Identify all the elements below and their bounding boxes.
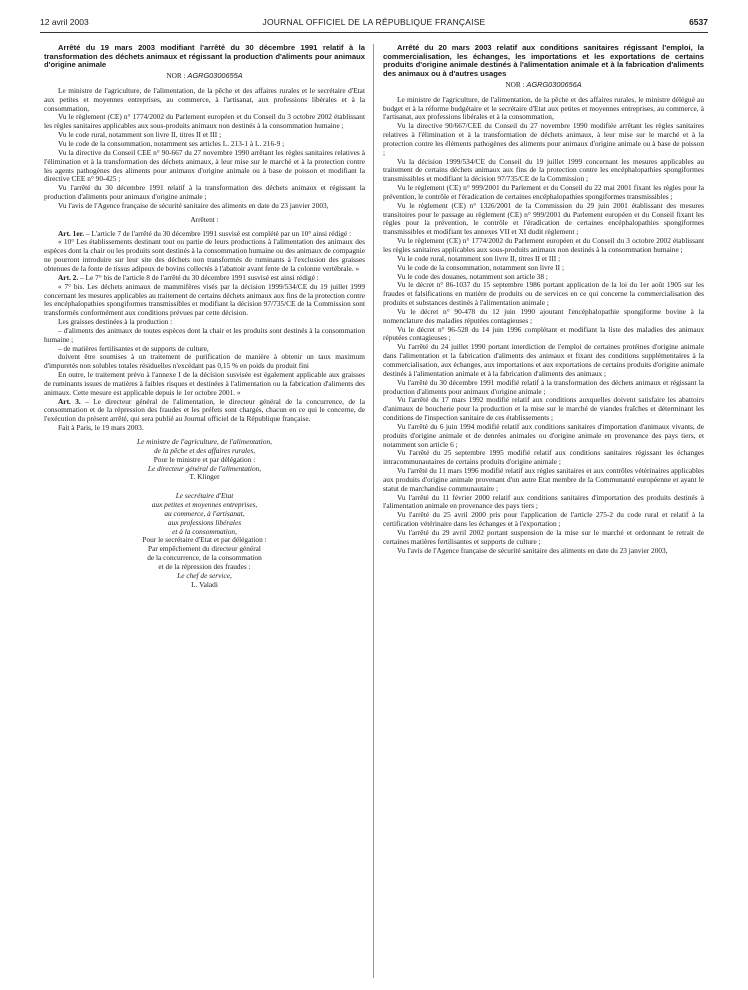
article-2-item-4: En outre, le traitement prévu à l'annexe I de la décision susvisée est également applicable aux graisses de ruminants issues de matières à faibles risques et destinées à l'alimentation ou la fabrication d'aliments des animaux. Cette mesure est applicable depuis le 1er octobre 2001. » xyxy=(44,370,365,397)
sig2-line-7: de la concurrence, de la consommation xyxy=(147,553,262,563)
right-column xyxy=(383,38,704,556)
sig1-signatory: T. Klinger xyxy=(189,472,220,482)
left-visa-1: Vu le règlement (CE) n° 1774/2002 du Parlement européen et du Conseil du 3 octobre 2002 établissant les règles sanitaires applicables aux sous-produits animaux non destinés à la consommation humaine ; xyxy=(44,112,365,131)
article-2-item-2: – de matières fertilisantes et de supports de culture, xyxy=(58,343,209,353)
right-para-7: Vu le code de la consommation, notamment son livre II ; xyxy=(397,262,564,272)
sig2-line-4: et à la consommation, xyxy=(172,526,237,536)
right-para-16: Vu l'arrêté du 25 septembre 1995 modifié relatif aux conditions sanitaires régissant les échanges intracommunautaires de certains produits d'origine animale ; xyxy=(383,448,704,467)
page-header xyxy=(40,14,708,28)
right-para-20: Vu l'arrêté du 29 avril 2002 portant suspension de la mise sur le marché et ordonnant le retrait de certaines matières fertilisantes et supports de culture ; xyxy=(383,528,704,546)
right-para-3: Vu le règlement (CE) n° 999/2001 du Parlement et du Conseil du 22 mai 2001 fixant les règles pour la prévention, le contrôle et l'éradication de certaines encéphalopathies spongiformes transmissibles ; xyxy=(383,183,704,201)
article-2: Art. 2. – Le 7° bis de l'article 8 de l'arrêté du 30 décembre 1991 susvisé est ainsi rédigé : xyxy=(58,272,319,282)
sig2-line-0: Le secrétaire d'Etat xyxy=(175,491,234,501)
right-para-21: Vu l'avis de l'Agence française de sécurité sanitaire des aliments en date du 23 janvier 2003, xyxy=(397,545,668,555)
left-decree-title: Arrêté du 19 mars 2003 modifiant l'arrêté du 30 décembre 1991 relatif à la transformation des déchets animaux et régissant la production d'aliments pour animaux d'origine animale xyxy=(44,43,365,70)
right-para-9: Vu le décret n° 86-1037 du 15 septembre 1986 portant application de la loi du 1er août 1905 sur les fraudes et falsifications en matière de produits ou de services en ce qui concerne la commercialisation des produits et substances destinés à l'alimentation animale ; xyxy=(383,280,704,308)
article-2-quote: « 7° bis. Les déchets animaux de mammifères visés par la décision 1999/534/CE du 19 juillet 1999 concernant les mesures applicables au traitement de certains déchets animaux aux fins de la protection contre les encéphalopathies spongiformes transmissibles et modifiant la décision 97/735/CE de la Commission sont transformés conformément aux conditions prévues par cette décision. xyxy=(44,281,365,318)
header-rule xyxy=(40,32,708,33)
sig2-line-2: au commerce, à l'artisanat, xyxy=(164,508,245,518)
article-1: Art. 1er. – L'article 7 de l'arrêté du 30 décembre 1991 susvisé est complété par un 10° ainsi rédigé : xyxy=(58,228,352,238)
right-para-19: Vu l'arrêté du 25 avril 2000 pris pour l'application de l'article 275-2 du code rural et relatif à la certification vétérinaire dans les échanges et à l'exportation ; xyxy=(383,510,704,529)
right-para-13: Vu l'arrêté du 30 décembre 1991 modifié relatif à la transformation des déchets animaux et régissant la production d'aliments pour animaux d'origine animale ; xyxy=(383,377,704,396)
right-para-12: Vu l'arrêté du 24 juillet 1990 portant interdiction de l'emploi de certaines protéines d'origine animale dans l'alimentation et la fabrication d'aliments des animaux et fixant des conditions supplémentaires à la commercialisation, aux échanges, aux importations et aux exportations de certains produits d'origine animale destinés à l'alimentation animale et à la fabrication d'aliments des animaux ; xyxy=(383,342,704,378)
left-nor-reference: NOR : AGRG0300655A xyxy=(166,71,243,81)
right-para-2: Vu la décision 1999/534/CE du Conseil du 19 juillet 1999 concernant les mesures applicables au traitement de certains déchets animaux aux fins de la protection contre les encéphalopathies spongiformes transmissibles et modifiant la décision 97/735/CE de la Commission ; xyxy=(383,156,704,184)
right-para-17: Vu l'arrêté du 11 mars 1996 modifié relatif aux règles sanitaires et aux contrôles vétérinaires applicables aux produits d'origine animale provenant d'un autre Etat membre de la Communauté européenne et ayant le statut de marchandise communautaire ; xyxy=(383,466,704,493)
left-column xyxy=(44,38,365,590)
right-para-10: Vu le décret n° 90-478 du 12 juin 1990 ajoutant l'encéphalopathie spongiforme bovine à la nomenclature des maladies réputées contagieuses ; xyxy=(383,306,704,325)
sig1-line-1: de la pêche et des affaires rurales, xyxy=(153,445,256,455)
right-nor-reference: NOR : AGRG0300656A xyxy=(505,79,582,89)
right-para-8: Vu le code des douanes, notamment son article 38 ; xyxy=(397,271,548,281)
signing-date: Fait à Paris, le 19 mars 2003. xyxy=(58,423,144,433)
left-visa-4: Vu la directive du Conseil CEE n° 90-667 du 27 novembre 1990 arrêtant les règles sanitaires relatives à l'élimination et à la transformation des déchets animaux, à leur mise sur le marché et à la protection contre les agents pathogènes des aliments pour animaux d'origine animale ou à base de poisson et modifiant la directive CEE n° 90-425 ; xyxy=(44,147,365,184)
article-1-quote: « 10° Les établissements destinant tout ou partie de leurs productions à l'alimentation des animaux des espèces dont la chair ou les produits sont destinés à la consommation humaine ou des animaux de compagnie ne pourront introduire sur leur site des déchets non transformés de ruminants à l'exclusion des graisses obtenues de la fonte de tissus adipeux de bovins collectés à l'abattoir avant fente de la colonne vertébrale. » xyxy=(44,237,365,273)
right-para-1: Vu la directive 90/667/CEE du Conseil du 27 novembre 1990 modifiée arrêtant les règles sanitaires relatives à l'élimination et à la transformation de déchets animaux, à leur mise sur le marché et à la protection contre les éléments pathogènes des aliments pour animaux d'origine animale ou à base de poisson ; xyxy=(383,121,704,157)
sig2-line-9: Le chef de service, xyxy=(177,570,232,580)
right-para-0: Le ministre de l'agriculture, de l'alimentation, de la pêche et des affaires rurales, le ministre délégué au budget et à la réforme budgétaire et le secrétaire d'Etat aux petites et moyennes entreprises, au commerce, à l'artisanat, aux professions libérales et à la consommation, xyxy=(383,94,704,122)
sig2-line-1: aux petites et moyennes entreprises, xyxy=(151,500,258,510)
article-3: Art. 3. – Le directeur général de l'alimentation, le directeur général de la concurrence, de la consommation et de la répression des fraudes et les préfets sont chargés, chacun en ce qui le concerne, de l'exécution du présent arrêté, qui sera publié au Journal officiel de la République française. xyxy=(44,396,365,424)
right-para-6: Vu le code rural, notamment son livre II, titres II et III ; xyxy=(397,253,561,263)
sig2-line-8: et de la répression des fraudes : xyxy=(158,561,251,571)
right-para-4: Vu le règlement (CE) n° 1326/2001 de la Commission du 29 juin 2001 établissant des mesures transitoires pour le passage au règlement (CE) n° 999/2001 du Parlement européen et du Conseil fixant les règles pour la prévention, le contrôle et l'éradication de certaines encéphalopathies spongiformes transmissibles et modifiant les annexes VII et XI dudit règlement ; xyxy=(383,200,704,237)
arretent-heading: Arrêtent : xyxy=(190,214,219,224)
column-divider xyxy=(373,44,374,978)
sig1-line-2: Pour le ministre et par délégation : xyxy=(153,454,256,464)
right-para-18: Vu l'arrêté du 11 février 2000 relatif aux conditions sanitaires d'importation des produits destinés à l'alimentation animale en provenance des pays tiers ; xyxy=(383,492,704,511)
article-2-item-1: – d'aliments des animaux de toutes espèces dont la chair et les produits sont destinés à la consommation humaine ; xyxy=(44,325,365,344)
left-visa-3: Vu le code de la consommation, notamment ses articles L. 213-1 à L. 216-9 ; xyxy=(58,139,285,149)
sig2-line-3: aux professions libérales xyxy=(167,517,242,527)
header-journal-title: JOURNAL OFFICIEL DE LA RÉPUBLIQUE FRANÇAISE xyxy=(262,17,486,27)
sig2-signatory: L. Valadi xyxy=(191,579,218,589)
sig1-line-0: Le ministre de l'agriculture, de l'alimentation, xyxy=(137,437,272,447)
left-visa-2: Vu le code rural, notamment son livre II, titres II et III ; xyxy=(58,130,222,140)
sig2-line-5: Pour le secrétaire d'Etat et par délégation : xyxy=(142,535,267,545)
article-2-item-3: doivent être soumises à un traitement de purification de manière à obtenir un taux maximum d'impuretés non solubles totales résiduelles n'excédant pas 0,15 % en poids du produit fini xyxy=(44,352,365,371)
header-date: 12 avril 2003 xyxy=(40,17,89,27)
left-visa-5: Vu l'arrêté du 30 décembre 1991 relatif à la transformation des déchets animaux et régissant la production d'aliments pour animaux d'origine animale ; xyxy=(44,183,365,202)
right-para-15: Vu l'arrêté du 6 juin 1994 modifié relatif aux conditions sanitaires d'importation d'animaux vivants, de produits d'origine animale et de denrées animales ou d'origine animale en provenance des pays tiers, et notamment son article 6 ; xyxy=(383,421,704,449)
header-page-number: 6537 xyxy=(689,17,708,27)
right-para-5: Vu le règlement (CE) n° 1774/2002 du Parlement européen et du Conseil du 3 octobre 2002 établissant les règles sanitaires applicables aux sous-produits animaux non destinés à la consommation humaine ; xyxy=(383,236,704,254)
sig2-line-6: Par empêchement du directeur général xyxy=(148,544,261,554)
left-visa-0: Le ministre de l'agriculture, de l'alimentation, de la pêche et des affaires rurales et le secrétaire d'Etat aux petites et moyennes entreprises, au commerce, à l'artisanat, aux professions libérales et à la consommation, xyxy=(44,85,365,113)
left-visa-6: Vu l'avis de l'Agence française de sécurité sanitaire des aliments en date du 23 janvier 2003, xyxy=(58,200,329,210)
article-2-item-0: Les graisses destinées à la production : xyxy=(58,317,173,327)
right-para-14: Vu l'arrêté du 17 mars 1992 modifié relatif aux conditions auxquelles doivent satisfaire les abattoirs d'animaux de boucherie pour la production et la mise sur le marché de viandes fraîches et déterminant les conditions de l'inspection sanitaire de ces établissements ; xyxy=(383,395,704,423)
right-para-11: Vu le décret n° 96-528 du 14 juin 1996 complétant et modifiant la liste des maladies des animaux réputées contagieuses ; xyxy=(383,324,704,343)
right-decree-title: Arrêté du 20 mars 2003 relatif aux conditions sanitaires régissant l'emploi, la commercialisation, les échanges, les importations et les exportations de certains produits d'origine animale destinés à l'alimentation animale et à la fabrication d'aliments des animaux ou à d'autres usages xyxy=(383,43,704,79)
sig1-line-3: Le directeur général de l'alimentation, xyxy=(147,463,262,473)
